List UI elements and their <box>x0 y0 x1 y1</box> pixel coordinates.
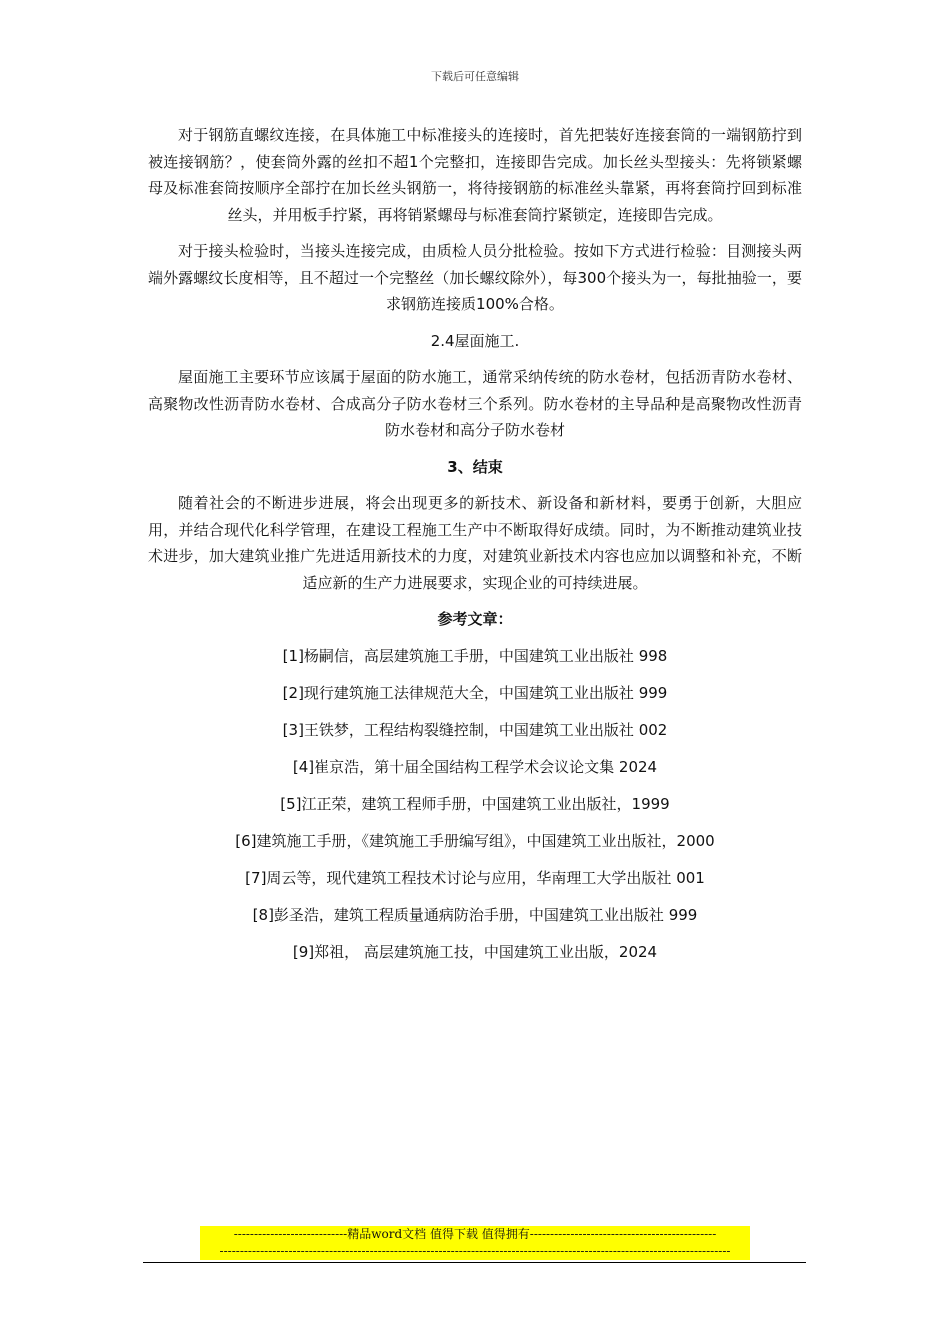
references-title: 参考文章： <box>437 610 513 628</box>
reference-item: [4]崔京浩，第十届全国结构工程学术会议论文集 2024 <box>292 757 658 776</box>
footer-banner <box>200 1226 750 1260</box>
paragraph-joint-inspection: 对于接头检验时，当接头连接完成，由质检人员分批检验。按如下方式进行检验：目测接头两端外露螺纹长度相等，且不超过一个完整丝（加长螺纹除外），每300个接头为一，每批抽验一，要求钢筋连接质100%合格。 <box>148 242 802 313</box>
page-header-note: 下载后可任意编辑 <box>431 70 519 83</box>
reference-item: [1]杨嗣信，高层建筑施工手册，中国建筑工业出版社 998 <box>282 646 668 665</box>
footer-divider <box>143 1262 806 1263</box>
reference-item: [5]江正荣，建筑工程师手册，中国建筑工业出版社，1999 <box>280 794 670 813</box>
paragraph-roof-construction: 屋面施工主要环节应该属于屋面的防水施工，通常采纳传统的防水卷材，包括沥青防水卷材、高聚物改性沥青防水卷材、合成高分子防水卷材三个系列。防水卷材的主导品种是高聚物改性沥青防水卷材和高分子防水卷材 <box>148 368 802 439</box>
section-heading-roof: 2.4屋面施工. <box>430 331 520 350</box>
footer-banner-line: ----------------------------精品word文档 值得下载 值得拥有---------------------------------------------- <box>233 1227 717 1241</box>
reference-item: [6]建筑施工手册，《建筑施工手册编写组》，中国建筑工业出版社，2000 <box>235 831 715 850</box>
paragraph-rebar-connection: 对于钢筋直螺纹连接，在具体施工中标准接头的连接时，首先把装好连接套筒的一端钢筋拧到被连接钢筋？，使套筒外露的丝扣不超1个完整扣，连接即告完成。加长丝头型接头：先将锁紧螺母及标准套筒按顺序全部拧在加长丝头钢筋一，将待接钢筋的标准丝头靠紧，再将套筒拧回到标准丝头，并用板手拧紧，再将销紧螺母与标准套筒拧紧锁定，连接即告完成。 <box>148 126 802 224</box>
reference-item: [8]彭圣浩，建筑工程质量通病防治手册，中国建筑工业出版社 999 <box>252 905 698 924</box>
reference-item: [2]现行建筑施工法律规范大全，中国建筑工业出版社 999 <box>282 683 668 702</box>
reference-item: [7]周云等，现代建筑工程技术讨论与应用，华南理工大学出版社 001 <box>245 868 705 887</box>
reference-item: [3]王铁梦，工程结构裂缝控制，中国建筑工业出版社 002 <box>282 720 668 739</box>
footer-banner-line: ------------------------------------------------------------------------------------------------------------------------------ <box>219 1244 731 1258</box>
section-heading-conclusion: 3、结束 <box>447 457 503 476</box>
paragraph-conclusion: 随着社会的不断进步进展，将会出现更多的新技术、新设备和新材料，要勇于创新，大胆应用，并结合现代化科学管理，在建设工程施工生产中不断取得好成绩。同时，为不断推动建筑业技术进步，加大建筑业推广先进适用新技术的力度，对建筑业新技术内容也应加以调整和补充，不断适应新的生产力进展要求，实现企业的可持续进展。 <box>148 494 802 592</box>
references-list <box>148 643 802 966</box>
document-body <box>148 122 802 976</box>
reference-item: [9]郑祖， 高层建筑施工技，中国建筑工业出版，2024 <box>292 942 658 961</box>
